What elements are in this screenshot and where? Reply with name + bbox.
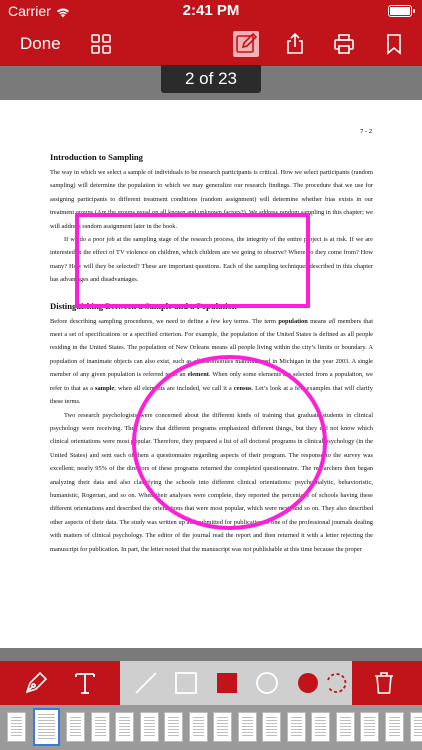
annotation-toolbar [0, 661, 422, 705]
circle-icon[interactable] [254, 670, 280, 696]
page-gap [0, 648, 422, 661]
page-number: 7 - 2 [360, 128, 372, 135]
clock: 2:41 PM [182, 2, 240, 19]
paragraph: If we do a poor job at the sampling stage of the research process, the integrity of the entire project is at risk. If we are interested in the effect of TV violence on children, which children are we going to observe? Where do they come from? How many? How will they be selected? These are important questions. Each of the sampling techniques described in this chapter has advantages and disadvantages. [50, 236, 373, 284]
page-thumbnail[interactable] [140, 712, 159, 742]
line-icon[interactable] [133, 670, 159, 696]
pen-icon[interactable] [23, 670, 49, 696]
page-thumbnail[interactable] [213, 712, 232, 742]
page-thumbnail[interactable] [385, 712, 404, 742]
page-thumbnail[interactable] [115, 712, 134, 742]
page-thumbnail[interactable] [410, 712, 422, 742]
thumbnail-strip [0, 705, 422, 750]
share-icon[interactable] [283, 32, 307, 56]
trash-icon[interactable] [371, 670, 397, 696]
page-thumbnail[interactable] [66, 712, 85, 742]
battery-icon [388, 5, 412, 17]
section-heading: Introduction to Sampling [50, 152, 143, 162]
done-button[interactable]: Done [20, 34, 61, 53]
page-thumbnail[interactable] [189, 712, 208, 742]
page-thumbnail[interactable] [336, 712, 355, 742]
circle-annotation[interactable] [132, 355, 327, 530]
rectangle-icon[interactable] [173, 670, 199, 696]
page-thumbnail[interactable] [7, 712, 26, 742]
text-icon[interactable] [72, 670, 98, 696]
bookmark-icon[interactable] [382, 32, 406, 56]
section-heading: Distinguishing Between a Sample and a Population [50, 300, 237, 311]
paragraph: The way in which we select a sample of individuals to be research participants is critical. How we select participants (random sampling) will determine the population to which we may generalize our research findings. The procedure that we use for assigning participants to different treatment conditions (random assignment) will determine whether bias exists in our treatment groups (Are the groups equal on all known and unknown factors?). We address random sampling in this chapter; we will address random assignment later in the book. [50, 169, 373, 230]
nav-bar [0, 22, 422, 66]
page-thumbnail[interactable] [238, 712, 257, 742]
page-thumbnail[interactable] [287, 712, 306, 742]
page-thumbnail[interactable] [262, 712, 281, 742]
page-thumbnail[interactable] [360, 712, 379, 742]
paragraph: Two research psychologists were concerned about the different kinds of training that graduate students in clinical psychology were receiving. They knew that different programs emphasized different things, but they did not know which clinical orientations were most popular. Therefore, they prepared a list of all doctoral programs in clinical psychology (in the United States) and sent each of them a questionnaire regarding aspects of their program. The response to the survey was excellent; nearly 95% of the directors of these programs returned the completed questionnaire. The researchers then began analyzing their data and also classifying the schools into different clinical orientations: psychoanalytic, behavioristic, humanistic, Rogerian, and so on. When their analyses were complete, they reported the percentage of schools having these different orientations and described the orientations that were most popular, which were next, and so on. They also described other aspects of their data. The study was written up and submitted for publication to one of the professional journals dealing with matters of clinical psychology. The editor of the journal read the report and then returned it with a letter rejecting the manuscript for publication. In part, the letter noted that the manuscript was not publishable at this time because the proper [50, 411, 373, 553]
page-counter: 2 of 23 [161, 65, 261, 93]
filled-circle-icon[interactable] [295, 670, 321, 696]
rectangle-annotation[interactable] [75, 213, 310, 308]
carrier-label: Carrier [8, 3, 51, 19]
lasso-icon[interactable] [323, 670, 349, 696]
annotate-icon[interactable] [233, 31, 259, 57]
status-bar [0, 0, 422, 22]
page-thumbnail-current[interactable] [33, 708, 60, 746]
page-thumbnail[interactable] [164, 712, 183, 742]
page-thumbnail[interactable] [91, 712, 110, 742]
filled-rectangle-icon[interactable] [214, 670, 240, 696]
grid-icon[interactable] [89, 32, 113, 56]
print-icon[interactable] [332, 32, 356, 56]
page-thumbnail[interactable] [311, 712, 330, 742]
paragraph: Before describing sampling procedures, we need to define a few key terms. The term population means all members that meet a set of specifications or a specified criterion. For example, the population of the United States is defined as all people residing in the United States. The population of New Orleans means all people living within the city’s limits or boundary. A population of inanimate objects can also exist, such as all automobiles manufactured in Michigan in the year 2003. A single member of any given population is referred to as an element. When only some elements are selected from a population, we refer to that as a sample; when all elements are included, we call it a census. Let’s look at a few examples that will clarify these terms. [50, 317, 373, 406]
